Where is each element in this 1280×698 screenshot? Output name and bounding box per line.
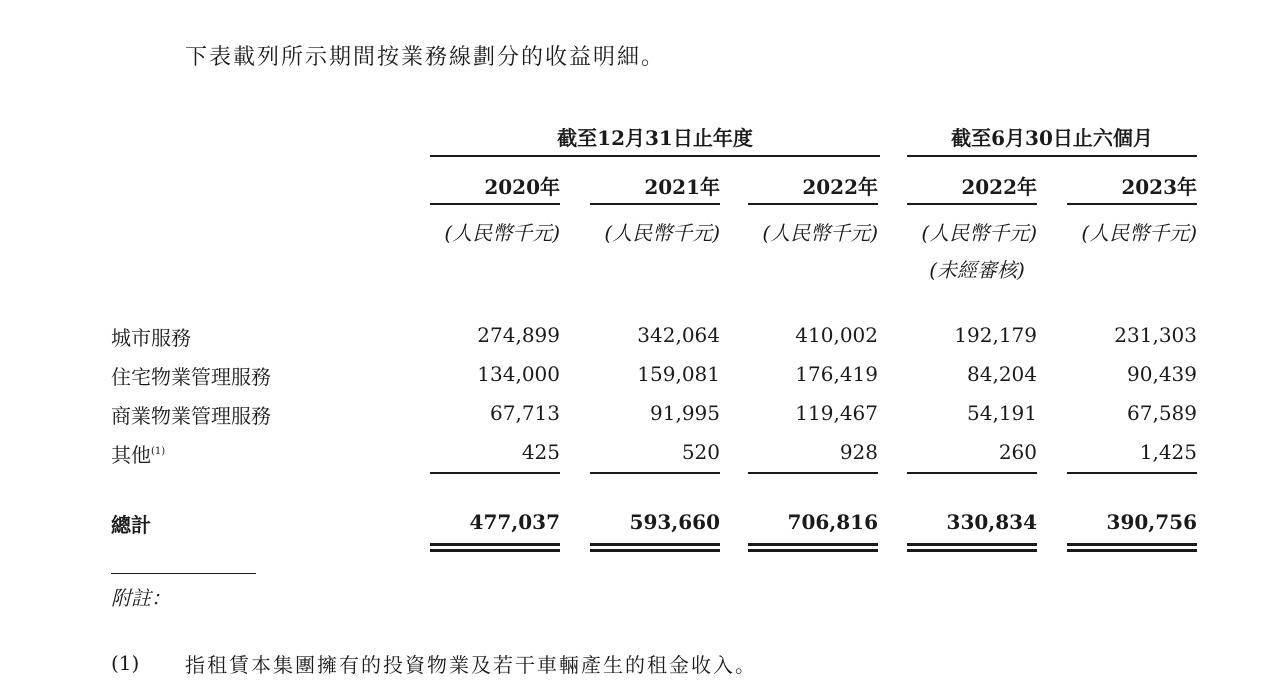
total-cell: 330,834: [946, 510, 1037, 534]
table-cell: 84,204: [967, 362, 1037, 386]
year-rule-5: [1067, 203, 1197, 205]
group-header-year: 截至12月31日止年度: [557, 126, 753, 150]
subtotal-rule: [430, 472, 560, 474]
subtotal-rule: [748, 472, 878, 474]
intro-text: 下表載列所示期間按業務線劃分的收益明細。: [185, 45, 666, 70]
total-cell: 477,037: [469, 510, 560, 534]
footnote-marker: (1): [151, 446, 166, 457]
table-cell: 520: [681, 440, 720, 464]
table-cell: 231,303: [1114, 323, 1197, 347]
table-cell: 1,425: [1139, 440, 1197, 464]
year-rule-4: [907, 203, 1037, 205]
subtotal-rule: [1067, 472, 1197, 474]
group-header-half-rule: [907, 155, 1197, 157]
total-double-rule: [430, 543, 560, 552]
footnote-number: (1): [111, 651, 140, 675]
table-cell: 928: [839, 440, 878, 464]
notes-title: 附註：: [111, 586, 171, 610]
total-double-rule: [1067, 543, 1197, 552]
year-rule-1: [430, 203, 560, 205]
table-cell: 342,064: [637, 323, 720, 347]
unit-header: (人民幣千元): [921, 221, 1037, 245]
total-double-rule: [748, 543, 878, 552]
year-rule-3: [748, 203, 878, 205]
group-header-half: 截至6月30日止六個月: [951, 126, 1153, 150]
row-label: 城市服務: [111, 326, 191, 350]
subtotal-rule: [907, 472, 1037, 474]
year-header-2023-half: 2023年: [1121, 175, 1197, 199]
row-label: 住宅物業管理服務: [111, 365, 271, 389]
total-double-rule: [590, 543, 720, 552]
unit-header: (人民幣千元): [762, 221, 878, 245]
unit-header: (人民幣千元): [444, 221, 560, 245]
year-rule-2: [590, 203, 720, 205]
year-header-2020: 2020年: [484, 175, 560, 199]
footnote-text: 指租賃本集團擁有的投資物業及若干車輛產生的租金收入。: [185, 653, 757, 677]
total-label: 總計: [111, 513, 151, 537]
table-cell: 274,899: [477, 323, 560, 347]
unit-header: (人民幣千元): [604, 221, 720, 245]
year-header-2022: 2022年: [802, 175, 878, 199]
year-header-2021: 2021年: [644, 175, 720, 199]
subtotal-rule: [590, 472, 720, 474]
row-label-text: 其他: [111, 443, 151, 467]
table-cell: 91,995: [650, 401, 720, 425]
unit-header: (人民幣千元): [1081, 221, 1197, 245]
table-cell: 192,179: [954, 323, 1037, 347]
table-cell: 176,419: [795, 362, 878, 386]
table-cell: 410,002: [795, 323, 878, 347]
table-cell: 67,713: [490, 401, 560, 425]
total-cell: 593,660: [629, 510, 720, 534]
table-cell: 54,191: [967, 401, 1037, 425]
table-cell: 425: [521, 440, 560, 464]
total-cell: 390,756: [1106, 510, 1197, 534]
table-cell: 260: [998, 440, 1037, 464]
year-header-2022-half: 2022年: [961, 175, 1037, 199]
table-cell: 134,000: [477, 362, 560, 386]
table-cell: 119,467: [795, 401, 878, 425]
table-cell: 159,081: [637, 362, 720, 386]
unaudited-label: (未經審核): [929, 258, 1025, 282]
notes-separator: [111, 573, 256, 574]
total-cell: 706,816: [787, 510, 878, 534]
row-label: [111, 439, 165, 468]
table-cell: 67,589: [1127, 401, 1197, 425]
group-header-year-rule: [430, 155, 880, 157]
total-double-rule: [907, 543, 1037, 552]
table-cell: 90,439: [1127, 362, 1197, 386]
row-label: 商業物業管理服務: [111, 404, 271, 428]
